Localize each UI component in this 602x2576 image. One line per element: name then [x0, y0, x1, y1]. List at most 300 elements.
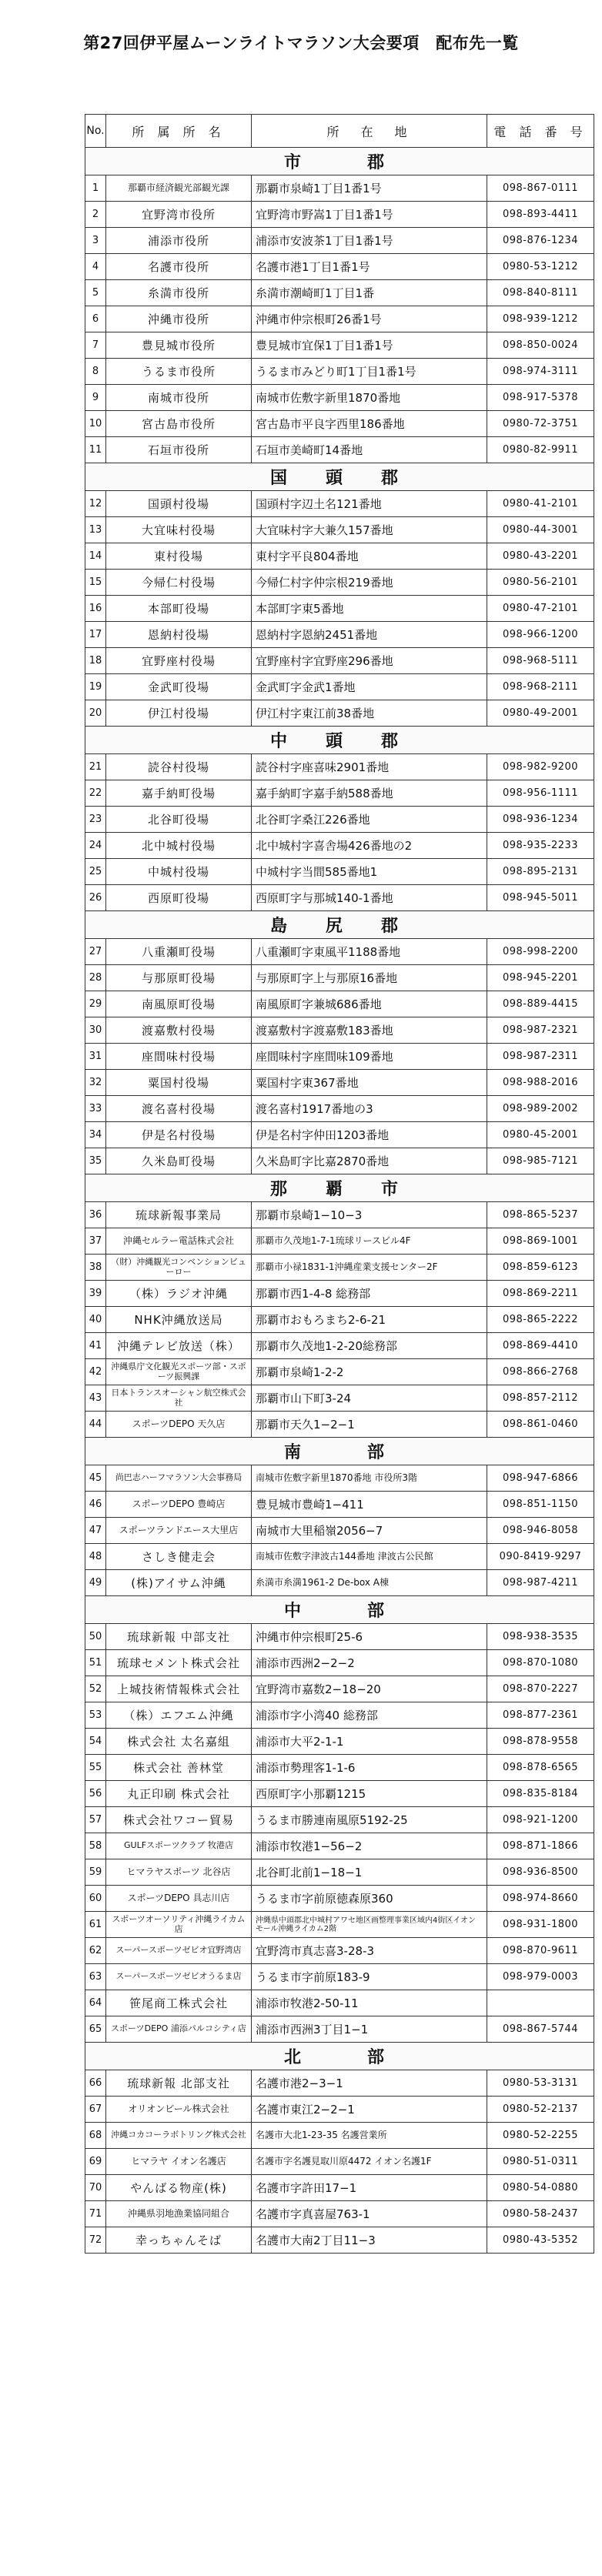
table-row	[85, 1122, 594, 1148]
organization-address: 西原町字与那城140-1番地	[252, 885, 487, 911]
table-row	[85, 306, 594, 332]
organization-name: 琉球セメント株式会社	[106, 1650, 252, 1676]
table-row	[85, 385, 594, 411]
table-row	[85, 1781, 594, 1807]
row-number: 56	[85, 1781, 106, 1807]
organization-name: 琉球新報 中部支社	[106, 1624, 252, 1650]
organization-address: 浦添市牧港2-50-11	[252, 1990, 487, 2016]
row-number: 47	[85, 1518, 106, 1544]
row-number: 31	[85, 1044, 106, 1070]
organization-name: 琉球新報事業局	[106, 1202, 252, 1228]
table-row	[85, 570, 594, 596]
row-number: 35	[85, 1148, 106, 1174]
table-row	[85, 1385, 594, 1412]
organization-address: 浦添市牧港1−56−2	[252, 1833, 487, 1859]
phone-number: 098-936-1234	[487, 807, 594, 833]
table-row	[85, 1281, 594, 1307]
column-header-name: 所 属 所 名	[106, 115, 252, 148]
phone-number: 098-871-1866	[487, 1833, 594, 1859]
phone-number: 098-870-9611	[487, 1938, 594, 1964]
organization-address: 本部町字東5番地	[252, 596, 487, 622]
phone-number: 0980-49-2001	[487, 700, 594, 727]
row-number: 24	[85, 833, 106, 859]
row-number: 7	[85, 332, 106, 359]
organization-address: 那覇市久茂地1-7-1琉球リースビル4F	[252, 1228, 487, 1255]
table-row	[85, 2175, 594, 2201]
distribution-table	[85, 114, 594, 2254]
phone-number: 098-945-5011	[487, 885, 594, 911]
distribution-table-container	[85, 114, 602, 2254]
row-number: 45	[85, 1465, 106, 1492]
organization-name: 株式会社 太名嘉組	[106, 1729, 252, 1755]
row-number: 6	[85, 306, 106, 332]
table-row	[85, 2070, 594, 2097]
organization-address: 南城市佐敷字新里1870番地	[252, 385, 487, 411]
phone-number: 098-988-2016	[487, 1070, 594, 1096]
organization-name: 渡名喜村役場	[106, 1096, 252, 1122]
organization-address: 名護市東江2−2−1	[252, 2097, 487, 2123]
row-number: 27	[85, 939, 106, 965]
phone-number: 0980-43-2201	[487, 543, 594, 570]
row-number: 14	[85, 543, 106, 570]
phone-number: 0980-47-2101	[487, 596, 594, 622]
row-number: 66	[85, 2070, 106, 2097]
table-row	[85, 517, 594, 543]
organization-name: 豊見城市役所	[106, 332, 252, 359]
organization-address: 与那原町字上与那原16番地	[252, 965, 487, 991]
table-row	[85, 411, 594, 437]
page-title: 第27回伊平屋ムーンライトマラソン大会要項 配布先一覧	[83, 34, 519, 52]
phone-number: 0980-56-2101	[487, 570, 594, 596]
organization-name: うるま市役所	[106, 359, 252, 385]
organization-address: 南城市佐敷字津波古144番地 津波古公民館	[252, 1544, 487, 1570]
table-row	[85, 1307, 594, 1333]
organization-address: 浦添市大平2-1-1	[252, 1729, 487, 1755]
phone-number: 0980-52-2137	[487, 2097, 594, 2123]
organization-name: 伊江村役場	[106, 700, 252, 727]
organization-address: 嘉手納町字嘉手納588番地	[252, 780, 487, 807]
row-number: 58	[85, 1833, 106, 1859]
organization-name: 本部町役場	[106, 596, 252, 622]
phone-number: 0980-51-0311	[487, 2149, 594, 2175]
organization-address: 浦添市西洲3丁目1−1	[252, 2016, 487, 2043]
organization-address: 那覇市西1-4-8 総務部	[252, 1281, 487, 1307]
table-row	[85, 674, 594, 700]
phone-number: 098-867-0111	[487, 175, 594, 202]
phone-number: 098-938-3535	[487, 1624, 594, 1650]
row-number: 40	[85, 1307, 106, 1333]
organization-address: 名護市字名護見取川原4472 イオン名護1F	[252, 2149, 487, 2175]
row-number: 60	[85, 1886, 106, 1912]
row-number: 41	[85, 1333, 106, 1359]
region-header-row	[85, 1438, 594, 1465]
phone-number: 098-968-5111	[487, 648, 594, 674]
table-row	[85, 2016, 594, 2043]
organization-address: 八重瀬町字東風平1188番地	[252, 939, 487, 965]
organization-name: ヒマラヤ イオン名護店	[106, 2149, 252, 2175]
organization-address: 糸満市潮崎町1丁目1番	[252, 280, 487, 306]
table-row	[85, 359, 594, 385]
organization-address: 糸満市糸満1961-2 De-box A棟	[252, 1570, 487, 1596]
organization-name: （株）エフエム沖縄	[106, 1702, 252, 1729]
phone-number: 098-870-2227	[487, 1676, 594, 1702]
row-number: 38	[85, 1255, 106, 1281]
organization-name: 中城村役場	[106, 859, 252, 885]
organization-name: 丸正印刷 株式会社	[106, 1781, 252, 1807]
organization-name: 沖縄コカコーラボトリング株式会社	[106, 2123, 252, 2149]
column-header-address: 所 在 地	[252, 115, 487, 148]
table-row	[85, 1359, 594, 1385]
row-number: 22	[85, 780, 106, 807]
table-row	[85, 648, 594, 674]
organization-address: 金武町字金武1番地	[252, 674, 487, 700]
table-row	[85, 332, 594, 359]
row-number: 64	[85, 1990, 106, 2016]
organization-name: 国頭村役場	[106, 491, 252, 517]
column-header-no: No.	[85, 115, 106, 148]
organization-name: 南城市役所	[106, 385, 252, 411]
table-row	[85, 1465, 594, 1492]
phone-number: 098-889-4415	[487, 991, 594, 1017]
region-header-row	[85, 1174, 594, 1202]
organization-address: うるま市字前原徳森原360	[252, 1886, 487, 1912]
organization-address: 南城市佐敷字新里1870番地 市役所3階	[252, 1465, 487, 1492]
region-header-row	[85, 148, 594, 175]
phone-number: 098-939-1212	[487, 306, 594, 332]
phone-number: 098-893-4411	[487, 202, 594, 228]
row-number: 17	[85, 622, 106, 648]
table-row	[85, 596, 594, 622]
organization-address: 北中城村字喜舎場426番地の2	[252, 833, 487, 859]
table-row	[85, 807, 594, 833]
phone-number: 098-835-8184	[487, 1781, 594, 1807]
row-number: 55	[85, 1755, 106, 1781]
row-number: 10	[85, 411, 106, 437]
region-name: 国 頭 郡	[85, 463, 594, 491]
table-row	[85, 175, 594, 202]
organization-name: （財）沖縄観光コンベンションビューロー	[106, 1255, 252, 1281]
organization-address: 西原町字小那覇1215	[252, 1781, 487, 1807]
phone-number: 098-859-6123	[487, 1255, 594, 1281]
organization-name: スポーツDEPO 豊崎店	[106, 1492, 252, 1518]
row-number: 20	[85, 700, 106, 727]
row-number: 59	[85, 1859, 106, 1886]
row-number: 12	[85, 491, 106, 517]
phone-number: 0980-52-2255	[487, 2123, 594, 2149]
organization-name: 糸満市役所	[106, 280, 252, 306]
organization-name: スポーツDEPO 天久店	[106, 1412, 252, 1438]
region-header-row	[85, 2043, 594, 2070]
row-number: 4	[85, 254, 106, 280]
organization-address: 大宜味村字大兼久157番地	[252, 517, 487, 543]
table-row	[85, 2227, 594, 2254]
organization-address: 那覇市小禄1831-1沖縄産業支援センター2F	[252, 1255, 487, 1281]
row-number: 8	[85, 359, 106, 385]
organization-name: スーパースポーツゼビオ宜野湾店	[106, 1938, 252, 1964]
organization-name: 渡嘉敷村役場	[106, 1017, 252, 1044]
organization-address: 宜野湾市真志喜3-28-3	[252, 1938, 487, 1964]
row-number: 49	[85, 1570, 106, 1596]
table-row	[85, 1228, 594, 1255]
organization-name: 笹尾商工株式会社	[106, 1990, 252, 2016]
organization-name: 読谷村役場	[106, 754, 252, 780]
organization-name: 株式会社 善林堂	[106, 1755, 252, 1781]
row-number: 37	[85, 1228, 106, 1255]
organization-name: 琉球新報 北部支社	[106, 2070, 252, 2097]
organization-address: 浦添市安波茶1丁目1番1号	[252, 228, 487, 254]
organization-name: オリオンビール株式会社	[106, 2097, 252, 2123]
phone-number: 098-946-8058	[487, 1518, 594, 1544]
row-number: 25	[85, 859, 106, 885]
row-number: 2	[85, 202, 106, 228]
organization-address: 恩納村字恩納2451番地	[252, 622, 487, 648]
row-number: 15	[85, 570, 106, 596]
region-name: 北 部	[85, 2043, 594, 2070]
region-name: 島 尻 郡	[85, 911, 594, 939]
organization-address: 名護市大南2丁目11−3	[252, 2227, 487, 2254]
row-number: 1	[85, 175, 106, 202]
row-number: 42	[85, 1359, 106, 1385]
region-name: 南 部	[85, 1438, 594, 1465]
row-number: 34	[85, 1122, 106, 1148]
table-row	[85, 700, 594, 727]
table-body	[85, 148, 594, 2254]
table-row	[85, 1729, 594, 1755]
table-row	[85, 1333, 594, 1359]
row-number: 50	[85, 1624, 106, 1650]
table-row	[85, 1202, 594, 1228]
table-row	[85, 1807, 594, 1833]
row-number: 3	[85, 228, 106, 254]
table-row	[85, 780, 594, 807]
phone-number: 098-869-1001	[487, 1228, 594, 1255]
phone-number: 098-878-6565	[487, 1755, 594, 1781]
organization-address: 浦添市字小湾40 総務部	[252, 1702, 487, 1729]
row-number: 9	[85, 385, 106, 411]
phone-number: 0980-43-5352	[487, 2227, 594, 2254]
phone-number: 098-850-0024	[487, 332, 594, 359]
phone-number: 098-982-9200	[487, 754, 594, 780]
phone-number: 098-917-5378	[487, 385, 594, 411]
organization-name: スーパースポーツゼビオうるま店	[106, 1964, 252, 1990]
organization-address: 北谷町字桑江226番地	[252, 807, 487, 833]
table-row	[85, 1964, 594, 1990]
organization-address: 那覇市泉崎1-2-2	[252, 1359, 487, 1385]
table-row	[85, 1650, 594, 1676]
table-row	[85, 1570, 594, 1596]
organization-name: 北谷町役場	[106, 807, 252, 833]
phone-number: 098-869-4410	[487, 1333, 594, 1359]
organization-name: 恩納村役場	[106, 622, 252, 648]
row-number: 69	[85, 2149, 106, 2175]
organization-name: 今帰仁村役場	[106, 570, 252, 596]
organization-address: 南風原町字兼城686番地	[252, 991, 487, 1017]
region-header-row	[85, 1596, 594, 1624]
table-row	[85, 1912, 594, 1938]
table-row	[85, 202, 594, 228]
table-row	[85, 1412, 594, 1438]
organization-name: 伊是名村役場	[106, 1122, 252, 1148]
organization-address: 豊見城市宜保1丁目1番1号	[252, 332, 487, 359]
phone-number: 098-870-1080	[487, 1650, 594, 1676]
phone-number: 098-876-1234	[487, 228, 594, 254]
row-number: 72	[85, 2227, 106, 2254]
row-number: 43	[85, 1385, 106, 1412]
organization-address: 宜野湾市野嵩1丁目1番1号	[252, 202, 487, 228]
table-row	[85, 2201, 594, 2227]
organization-address: 宜野湾市嘉数2−18−20	[252, 1676, 487, 1702]
table-row	[85, 1702, 594, 1729]
organization-name: 北中城村役場	[106, 833, 252, 859]
phone-number: 098-840-8111	[487, 280, 594, 306]
row-number: 39	[85, 1281, 106, 1307]
row-number: 32	[85, 1070, 106, 1096]
organization-name: 南風原町役場	[106, 991, 252, 1017]
phone-number: 098-947-6866	[487, 1465, 594, 1492]
row-number: 30	[85, 1017, 106, 1044]
organization-name: さしき健走会	[106, 1544, 252, 1570]
organization-address: 渡名喜村1917番地の3	[252, 1096, 487, 1122]
organization-name: 尚巴志ハーフマラソン大会事務局	[106, 1465, 252, 1492]
row-number: 29	[85, 991, 106, 1017]
row-number: 51	[85, 1650, 106, 1676]
phone-number: 098-921-1200	[487, 1807, 594, 1833]
phone-number: 098-865-2222	[487, 1307, 594, 1333]
phone-number: 098-987-2321	[487, 1017, 594, 1044]
table-row	[85, 1255, 594, 1281]
phone-number: 098-869-2211	[487, 1281, 594, 1307]
table-header-row	[85, 115, 594, 148]
organization-address: 渡嘉敷村字渡嘉敷183番地	[252, 1017, 487, 1044]
table-row	[85, 280, 594, 306]
phone-number: 0980-72-3751	[487, 411, 594, 437]
table-row	[85, 1544, 594, 1570]
organization-address: 那覇市久茂地1-2-20総務部	[252, 1333, 487, 1359]
organization-address: 国頭村字辺土名121番地	[252, 491, 487, 517]
organization-name: 沖縄県庁文化観光スポーツ部・スポーツ振興課	[106, 1359, 252, 1385]
phone-number: 098-974-3111	[487, 359, 594, 385]
organization-address: 沖縄市仲宗根町25-6	[252, 1624, 487, 1650]
phone-number: 098-979-0003	[487, 1964, 594, 1990]
organization-address: 読谷村字座喜味2901番地	[252, 754, 487, 780]
row-number: 57	[85, 1807, 106, 1833]
phone-number: 098-987-4211	[487, 1570, 594, 1596]
row-number: 28	[85, 965, 106, 991]
organization-name: GULFスポーツクラブ 牧港店	[106, 1833, 252, 1859]
table-row	[85, 1676, 594, 1702]
organization-address: 浦添市勢理客1-1-6	[252, 1755, 487, 1781]
row-number: 21	[85, 754, 106, 780]
organization-name: 浦添市役所	[106, 228, 252, 254]
row-number: 18	[85, 648, 106, 674]
table-row	[85, 991, 594, 1017]
phone-number: 098-866-2768	[487, 1359, 594, 1385]
phone-number: 098-931-1800	[487, 1912, 594, 1938]
phone-number: 098-985-7121	[487, 1148, 594, 1174]
row-number: 65	[85, 2016, 106, 2043]
table-row	[85, 437, 594, 463]
phone-number: 098-865-5237	[487, 1202, 594, 1228]
organization-name: 沖縄市役所	[106, 306, 252, 332]
table-row	[85, 1148, 594, 1174]
table-row	[85, 543, 594, 570]
table-row	[85, 1096, 594, 1122]
table-row	[85, 2123, 594, 2149]
phone-number: 0980-53-3131	[487, 2070, 594, 2097]
organization-address: 名護市大北1-23-35 名護営業所	[252, 2123, 487, 2149]
row-number: 44	[85, 1412, 106, 1438]
row-number: 11	[85, 437, 106, 463]
table-row	[85, 622, 594, 648]
phone-number: 0980-54-0880	[487, 2175, 594, 2201]
row-number: 62	[85, 1938, 106, 1964]
table-row	[85, 965, 594, 991]
organization-name: 株式会社ワコー貿易	[106, 1807, 252, 1833]
organization-address: 豊見城市豊崎1−411	[252, 1492, 487, 1518]
organization-address: 那覇市天久1−2−1	[252, 1412, 487, 1438]
table-row	[85, 1624, 594, 1650]
phone-number: 098-936-8500	[487, 1859, 594, 1886]
row-number: 71	[85, 2201, 106, 2227]
phone-number: 098-966-1200	[487, 622, 594, 648]
organization-name: 宜野湾市役所	[106, 202, 252, 228]
phone-number: 098-857-2112	[487, 1385, 594, 1412]
organization-name: スポーツオーソリティ沖縄ライカム店	[106, 1912, 252, 1938]
region-header-row	[85, 911, 594, 939]
organization-address: 名護市港1丁目1番1号	[252, 254, 487, 280]
phone-number: 0980-45-2001	[487, 1122, 594, 1148]
phone-number: 098-851-1150	[487, 1492, 594, 1518]
row-number: 19	[85, 674, 106, 700]
organization-address: 沖縄県中頭郡北中城村アワセ地区画整理事業区域内4街区イオンモール沖縄ライカム2階	[252, 1912, 487, 1938]
organization-address: 那覇市泉崎1丁目1番1号	[252, 175, 487, 202]
row-number: 48	[85, 1544, 106, 1570]
table-row	[85, 1044, 594, 1070]
phone-number: 0980-44-3001	[487, 517, 594, 543]
table-row	[85, 859, 594, 885]
row-number: 5	[85, 280, 106, 306]
row-number: 26	[85, 885, 106, 911]
phone-number	[487, 1990, 594, 2016]
organization-name: 名護市役所	[106, 254, 252, 280]
table-row	[85, 1755, 594, 1781]
table-row	[85, 1859, 594, 1886]
phone-number: 0980-53-1212	[487, 254, 594, 280]
row-number: 68	[85, 2123, 106, 2149]
organization-address: 南城市大里稲嶺2056−7	[252, 1518, 487, 1544]
organization-address: 石垣市美崎町14番地	[252, 437, 487, 463]
region-name: 市 郡	[85, 148, 594, 175]
phone-number: 0980-58-2437	[487, 2201, 594, 2227]
row-number: 33	[85, 1096, 106, 1122]
organization-address: 名護市港2−3−1	[252, 2070, 487, 2097]
organization-address: 名護市字真喜屋763-1	[252, 2201, 487, 2227]
table-row	[85, 491, 594, 517]
organization-name: (株)アイサム沖縄	[106, 1570, 252, 1596]
organization-name: 嘉手納町役場	[106, 780, 252, 807]
organization-address: 宮古島市平良字西里186番地	[252, 411, 487, 437]
phone-number: 0980-82-9911	[487, 437, 594, 463]
table-row	[85, 1886, 594, 1912]
organization-name: 大宜味村役場	[106, 517, 252, 543]
organization-address: うるま市みどり町1丁目1番1号	[252, 359, 487, 385]
organization-address: うるま市勝連南風原5192-25	[252, 1807, 487, 1833]
organization-address: 那覇市おもろまち2-6-21	[252, 1307, 487, 1333]
organization-name: 粟国村役場	[106, 1070, 252, 1096]
table-row	[85, 1492, 594, 1518]
row-number: 16	[85, 596, 106, 622]
phone-number: 098-895-2131	[487, 859, 594, 885]
